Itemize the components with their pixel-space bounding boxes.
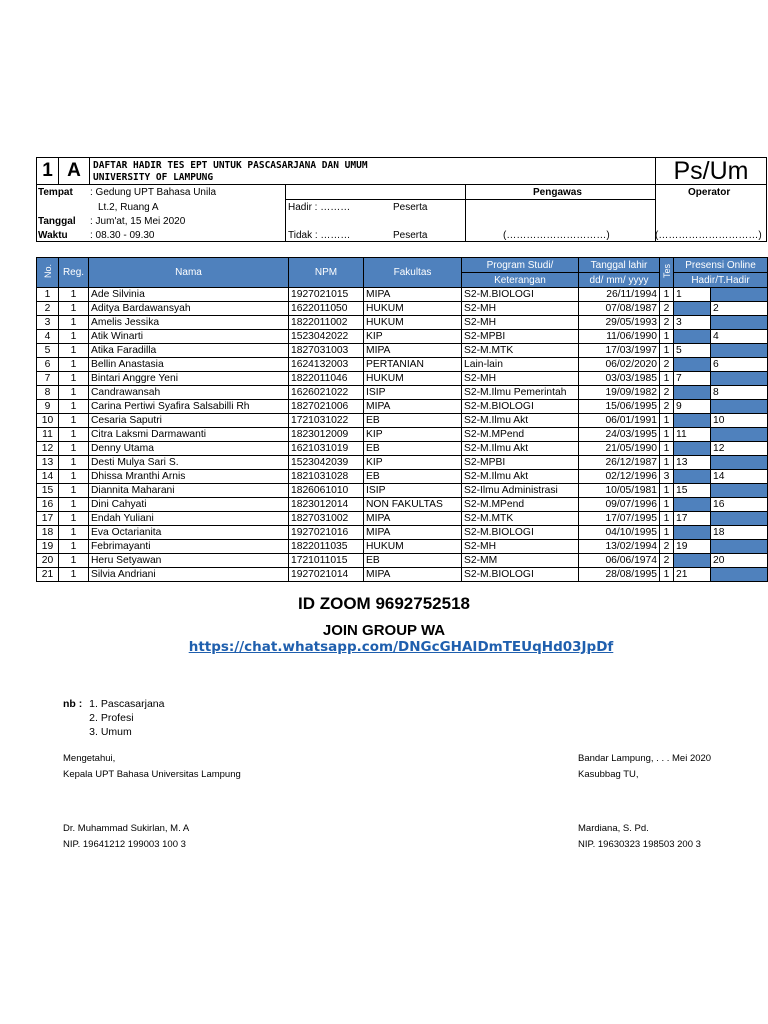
table-row (37, 400, 768, 414)
row-tanggal-lahir: 17/07/1995 (579, 512, 660, 526)
tempat-label: Tempat (38, 187, 73, 198)
row-no: 20 (37, 554, 59, 568)
row-nama: Eva Octarianita (89, 526, 289, 540)
row-no: 4 (37, 330, 59, 344)
row-prodi: S2-MH (462, 540, 579, 554)
table-row (37, 554, 768, 568)
row-prodi: S2-MH (462, 316, 579, 330)
row-no: 15 (37, 484, 59, 498)
row-fakultas: NON FAKULTAS (364, 498, 462, 512)
row-tes: 1 (660, 442, 674, 456)
row-no: 5 (37, 344, 59, 358)
row-no: 11 (37, 428, 59, 442)
table-body (37, 288, 768, 582)
row-tidak-hadir (711, 344, 768, 358)
row-fakultas: KIP (364, 428, 462, 442)
row-npm: 1927021016 (289, 526, 364, 540)
row-nama: Dhissa Mranthi Arnis (89, 470, 289, 484)
row-fakultas: HUKUM (364, 540, 462, 554)
title-line-1: DAFTAR HADIR TES EPT UNTUK PASCASARJANA DAN UMUM (93, 160, 368, 171)
row-reg: 1 (59, 526, 89, 540)
row-no: 1 (37, 288, 59, 302)
row-hadir: 17 (674, 512, 711, 526)
row-nama: Citra Laksmi Darmawanti (89, 428, 289, 442)
row-no: 8 (37, 386, 59, 400)
row-tes: 1 (660, 372, 674, 386)
row-hadir (674, 526, 711, 540)
row-no: 19 (37, 540, 59, 554)
row-nama: Aditya Bardawansyah (89, 302, 289, 316)
row-hadir (674, 498, 711, 512)
row-tanggal-lahir: 19/09/1982 (579, 386, 660, 400)
table-row (37, 442, 768, 456)
row-hadir (674, 386, 711, 400)
row-fakultas: KIP (364, 330, 462, 344)
table-header-row (37, 258, 768, 273)
row-npm: 1827031003 (289, 344, 364, 358)
right-signatory (578, 821, 701, 853)
row-tanggal-lahir: 24/03/1995 (579, 428, 660, 442)
left-name: Dr. Muhammad Sukirlan, M. A (63, 823, 190, 834)
row-nama: Atika Faradilla (89, 344, 289, 358)
right-line-2: Kasubbag TU, (578, 769, 639, 780)
row-prodi: S2-M.BIOLOGI (462, 568, 579, 582)
row-tidak-hadir: 8 (711, 386, 768, 400)
row-tanggal-lahir: 02/12/1996 (579, 470, 660, 484)
row-nama: Bintari Anggre Yeni (89, 372, 289, 386)
row-no: 13 (37, 456, 59, 470)
tempat-value: : Gedung UPT Bahasa Unila (90, 187, 217, 198)
row-tidak-hadir (711, 400, 768, 414)
row-reg: 1 (59, 414, 89, 428)
row-tidak-hadir (711, 568, 768, 582)
row-hadir: 1 (674, 288, 711, 302)
row-npm: 1626021022 (289, 386, 364, 400)
divider (465, 184, 466, 242)
operator-label: Operator (688, 187, 731, 198)
row-nama: Candrawansah (89, 386, 289, 400)
row-hadir: 21 (674, 568, 711, 582)
right-nip: NIP. 19630323 198503 200 3 (578, 839, 701, 850)
col-no: No. (37, 258, 59, 288)
row-tidak-hadir: 20 (711, 554, 768, 568)
row-tidak-hadir: 10 (711, 414, 768, 428)
row-tanggal-lahir: 17/03/1997 (579, 344, 660, 358)
row-tanggal-lahir: 21/05/1990 (579, 442, 660, 456)
row-hadir (674, 470, 711, 484)
row-tanggal-lahir: 06/06/1974 (579, 554, 660, 568)
row-tes: 2 (660, 316, 674, 330)
row-fakultas: MIPA (364, 344, 462, 358)
table-row (37, 386, 768, 400)
row-nama: Heru Setyawan (89, 554, 289, 568)
row-tidak-hadir: 6 (711, 358, 768, 372)
row-tes: 2 (660, 554, 674, 568)
tidak-peserta: Peserta (393, 230, 428, 241)
row-reg: 1 (59, 372, 89, 386)
row-no: 2 (37, 302, 59, 316)
nb-item: 2. Profesi (89, 712, 134, 724)
attendance-table (36, 257, 768, 582)
row-reg: 1 (59, 568, 89, 582)
row-reg: 1 (59, 540, 89, 554)
nb-item: 3. Umum (89, 726, 132, 738)
row-reg: 1 (59, 428, 89, 442)
row-hadir: 3 (674, 316, 711, 330)
tempat-value-2: Lt.2, Ruang A (98, 202, 159, 213)
row-prodi: S2-MM (462, 554, 579, 568)
row-no: 18 (37, 526, 59, 540)
left-nip: NIP. 19641212 199003 100 3 (63, 839, 186, 850)
title-line-2: UNIVERSITY OF LAMPUNG (93, 172, 214, 183)
row-reg: 1 (59, 470, 89, 484)
row-fakultas: EB (364, 470, 462, 484)
row-tidak-hadir: 12 (711, 442, 768, 456)
row-tanggal-lahir: 29/05/1993 (579, 316, 660, 330)
row-tidak-hadir: 16 (711, 498, 768, 512)
table-row (37, 302, 768, 316)
row-npm: 1826061010 (289, 484, 364, 498)
row-npm: 1822011035 (289, 540, 364, 554)
row-prodi: S2-MPBI (462, 330, 579, 344)
row-hadir: 13 (674, 456, 711, 470)
class-number: 1 (36, 157, 59, 185)
row-tes: 1 (660, 344, 674, 358)
row-reg: 1 (59, 400, 89, 414)
row-no: 21 (37, 568, 59, 582)
row-fakultas: ISIP (364, 386, 462, 400)
row-tanggal-lahir: 28/08/1995 (579, 568, 660, 582)
row-tes: 3 (660, 470, 674, 484)
nb-item: 1. Pascasarjana (89, 698, 165, 710)
row-reg: 1 (59, 316, 89, 330)
row-nama: Cesaria Saputri (89, 414, 289, 428)
table-row (37, 498, 768, 512)
row-prodi: S2-Ilmu Administrasi (462, 484, 579, 498)
table-row (37, 358, 768, 372)
nb-notes (63, 697, 164, 739)
right-line-1: Bandar Lampung, . . . Mei 2020 (578, 753, 712, 764)
row-prodi: S2-M.Ilmu Akt (462, 442, 579, 456)
row-npm: 1822011002 (289, 316, 364, 330)
row-reg: 1 (59, 484, 89, 498)
row-fakultas: MIPA (364, 526, 462, 540)
row-tes: 1 (660, 512, 674, 526)
row-npm: 1823012009 (289, 428, 364, 442)
row-tanggal-lahir: 03/03/1985 (579, 372, 660, 386)
row-no: 14 (37, 470, 59, 484)
row-hadir: 15 (674, 484, 711, 498)
row-npm: 1621031019 (289, 442, 364, 456)
row-no: 17 (37, 512, 59, 526)
row-prodi: S2-MH (462, 372, 579, 386)
table-row (37, 414, 768, 428)
row-tidak-hadir (711, 456, 768, 470)
row-prodi: S2-M.MTK (462, 512, 579, 526)
divider (285, 199, 655, 200)
row-no: 12 (37, 442, 59, 456)
table-row (37, 470, 768, 484)
row-fakultas: HUKUM (364, 372, 462, 386)
row-tanggal-lahir: 26/11/1994 (579, 288, 660, 302)
row-tidak-hadir (711, 512, 768, 526)
row-tes: 1 (660, 484, 674, 498)
row-tanggal-lahir: 04/10/1995 (579, 526, 660, 540)
row-hadir (674, 358, 711, 372)
row-prodi: S2-M.BIOLOGI (462, 288, 579, 302)
hadir-peserta: Peserta (393, 202, 428, 213)
row-fakultas: EB (364, 414, 462, 428)
table-row (37, 512, 768, 526)
row-reg: 1 (59, 344, 89, 358)
row-prodi: S2-MH (462, 302, 579, 316)
col-prodi: Program Studi/ (462, 258, 579, 273)
row-tanggal-lahir: 11/06/1990 (579, 330, 660, 344)
row-no: 3 (37, 316, 59, 330)
waktu-label: Waktu (38, 230, 68, 241)
row-tidak-hadir (711, 428, 768, 442)
row-npm: 1827021006 (289, 400, 364, 414)
row-fakultas: PERTANIAN (364, 358, 462, 372)
row-reg: 1 (59, 288, 89, 302)
row-fakultas: EB (364, 554, 462, 568)
row-hadir (674, 414, 711, 428)
row-nama: Diannita Maharani (89, 484, 289, 498)
table-row (37, 372, 768, 386)
right-signature-block (578, 751, 711, 783)
row-fakultas: MIPA (364, 512, 462, 526)
pengawas-signature: (…………………………) (503, 230, 610, 241)
row-npm: 1624132003 (289, 358, 364, 372)
row-prodi: S2-M.MTK (462, 344, 579, 358)
row-nama: Carina Pertiwi Syafira Salsabilli Rh (89, 400, 289, 414)
table-row (37, 484, 768, 498)
row-fakultas: HUKUM (364, 302, 462, 316)
col-npm: NPM (289, 258, 364, 288)
row-reg: 1 (59, 442, 89, 456)
row-fakultas: MIPA (364, 288, 462, 302)
row-prodi: S2-MPBI (462, 456, 579, 470)
tanggal-label: Tanggal (38, 216, 76, 227)
row-npm: 1823012014 (289, 498, 364, 512)
col-tes: Tes (660, 258, 674, 288)
row-reg: 1 (59, 554, 89, 568)
row-npm: 1622011050 (289, 302, 364, 316)
row-nama: Denny Utama (89, 442, 289, 456)
row-hadir: 19 (674, 540, 711, 554)
row-tidak-hadir: 4 (711, 330, 768, 344)
row-prodi: S2-M.Ilmu Akt (462, 470, 579, 484)
row-nama: Silvia Andriani (89, 568, 289, 582)
row-tanggal-lahir: 10/05/1981 (579, 484, 660, 498)
row-prodi: S2-M.Ilmu Akt (462, 414, 579, 428)
row-nama: Febrimayanti (89, 540, 289, 554)
row-prodi: S2-M.BIOLOGI (462, 526, 579, 540)
whatsapp-link[interactable]: https://chat.whatsapp.com/DNGcGHAIDmTEUqHd03JpDf (188, 639, 614, 655)
row-tanggal-lahir: 26/12/1987 (579, 456, 660, 470)
row-tes: 2 (660, 358, 674, 372)
col-tgl: Tanggal lahir (579, 258, 660, 273)
left-signature-block (63, 751, 241, 783)
row-prodi: S2-M.MPend (462, 498, 579, 512)
row-no: 7 (37, 372, 59, 386)
table-row (37, 526, 768, 540)
row-no: 6 (37, 358, 59, 372)
row-reg: 1 (59, 498, 89, 512)
waktu-value: : 08.30 - 09.30 (90, 230, 155, 241)
right-name: Mardiana, S. Pd. (578, 823, 649, 834)
col-presensi: Presensi Online (674, 258, 768, 273)
row-reg: 1 (59, 456, 89, 470)
table-row (37, 540, 768, 554)
table-row (37, 344, 768, 358)
row-npm: 1927021015 (289, 288, 364, 302)
row-tes: 1 (660, 288, 674, 302)
row-tes: 1 (660, 568, 674, 582)
attendance-header (36, 157, 767, 242)
class-letter: A (58, 157, 90, 185)
row-nama: Dini Cahyati (89, 498, 289, 512)
row-fakultas: ISIP (364, 484, 462, 498)
row-tanggal-lahir: 07/08/1987 (579, 302, 660, 316)
divider (285, 184, 286, 242)
row-npm: 1827031002 (289, 512, 364, 526)
row-npm: 1721011015 (289, 554, 364, 568)
row-fakultas: MIPA (364, 400, 462, 414)
row-prodi: S2-M.MPend (462, 428, 579, 442)
row-nama: Desti Mulya Sari S. (89, 456, 289, 470)
tidak-label: Tidak : ……… (288, 230, 351, 241)
row-tes: 2 (660, 302, 674, 316)
row-tes: 2 (660, 540, 674, 554)
row-tidak-hadir: 18 (711, 526, 768, 540)
table-row (37, 288, 768, 302)
row-npm: 1523042039 (289, 456, 364, 470)
row-fakultas: KIP (364, 456, 462, 470)
col-prodi-2: Keterangan (462, 273, 579, 288)
row-reg: 1 (59, 302, 89, 316)
row-tidak-hadir (711, 540, 768, 554)
row-tidak-hadir (711, 484, 768, 498)
tanggal-value: : Jum'at, 15 Mei 2020 (90, 216, 186, 227)
col-tgl-2: dd/ mm/ yyyy (579, 273, 660, 288)
row-no: 16 (37, 498, 59, 512)
row-tes: 1 (660, 526, 674, 540)
row-no: 10 (37, 414, 59, 428)
row-tes: 1 (660, 456, 674, 470)
row-tidak-hadir (711, 316, 768, 330)
row-nama: Atik Winarti (89, 330, 289, 344)
left-line-1: Mengetahui, (63, 753, 116, 764)
left-signatory (63, 821, 189, 853)
row-tanggal-lahir: 06/01/1991 (579, 414, 660, 428)
row-tidak-hadir: 14 (711, 470, 768, 484)
row-hadir: 7 (674, 372, 711, 386)
title-box (89, 157, 656, 185)
hadir-label: Hadir : ……… (288, 202, 351, 213)
row-reg: 1 (59, 358, 89, 372)
row-hadir: 5 (674, 344, 711, 358)
row-tes: 2 (660, 386, 674, 400)
row-prodi: S2-M.BIOLOGI (462, 400, 579, 414)
pengawas-label: Pengawas (533, 187, 582, 198)
row-hadir: 9 (674, 400, 711, 414)
row-tidak-hadir: 2 (711, 302, 768, 316)
row-fakultas: HUKUM (364, 316, 462, 330)
row-npm: 1927021014 (289, 568, 364, 582)
row-reg: 1 (59, 386, 89, 400)
join-group-heading: JOIN GROUP WA (322, 622, 446, 639)
row-fakultas: EB (364, 442, 462, 456)
row-tes: 1 (660, 498, 674, 512)
row-reg: 1 (59, 330, 89, 344)
row-tidak-hadir (711, 288, 768, 302)
nb-label: nb : (63, 698, 83, 710)
col-reg: Reg. (59, 258, 89, 288)
row-tanggal-lahir: 09/07/1996 (579, 498, 660, 512)
col-presensi-2: Hadir/T.Hadir (674, 273, 768, 288)
row-no: 9 (37, 400, 59, 414)
row-hadir (674, 442, 711, 456)
row-npm: 1523042022 (289, 330, 364, 344)
row-nama: Ade Silvinia (89, 288, 289, 302)
row-tanggal-lahir: 06/02/2020 (579, 358, 660, 372)
row-reg: 1 (59, 512, 89, 526)
row-prodi: S2-M.Ilmu Pemerintah (462, 386, 579, 400)
col-nama: Nama (89, 258, 289, 288)
table-row (37, 316, 768, 330)
col-fakultas: Fakultas (364, 258, 462, 288)
table-row (37, 330, 768, 344)
row-hadir (674, 554, 711, 568)
row-tidak-hadir (711, 372, 768, 386)
row-tanggal-lahir: 15/06/1995 (579, 400, 660, 414)
row-hadir: 11 (674, 428, 711, 442)
table-row (37, 428, 768, 442)
row-tanggal-lahir: 13/02/1994 (579, 540, 660, 554)
row-fakultas: MIPA (364, 568, 462, 582)
row-hadir (674, 330, 711, 344)
row-nama: Bellin Anastasia (89, 358, 289, 372)
row-nama: Amelis Jessika (89, 316, 289, 330)
category-code: Ps/Um (655, 157, 767, 185)
row-npm: 1721031022 (289, 414, 364, 428)
row-tes: 2 (660, 400, 674, 414)
row-prodi: Lain-lain (462, 358, 579, 372)
row-tes: 1 (660, 428, 674, 442)
row-hadir (674, 302, 711, 316)
row-tes: 1 (660, 414, 674, 428)
row-nama: Endah Yuliani (89, 512, 289, 526)
row-npm: 1822011046 (289, 372, 364, 386)
table-row (37, 568, 768, 582)
row-npm: 1821031028 (289, 470, 364, 484)
table-row (37, 456, 768, 470)
left-line-2: Kepala UPT Bahasa Universitas Lampung (63, 769, 241, 780)
zoom-id: ID ZOOM 9692752518 (298, 594, 470, 613)
row-tes: 1 (660, 330, 674, 344)
operator-signature: (…………………………) (655, 230, 762, 241)
